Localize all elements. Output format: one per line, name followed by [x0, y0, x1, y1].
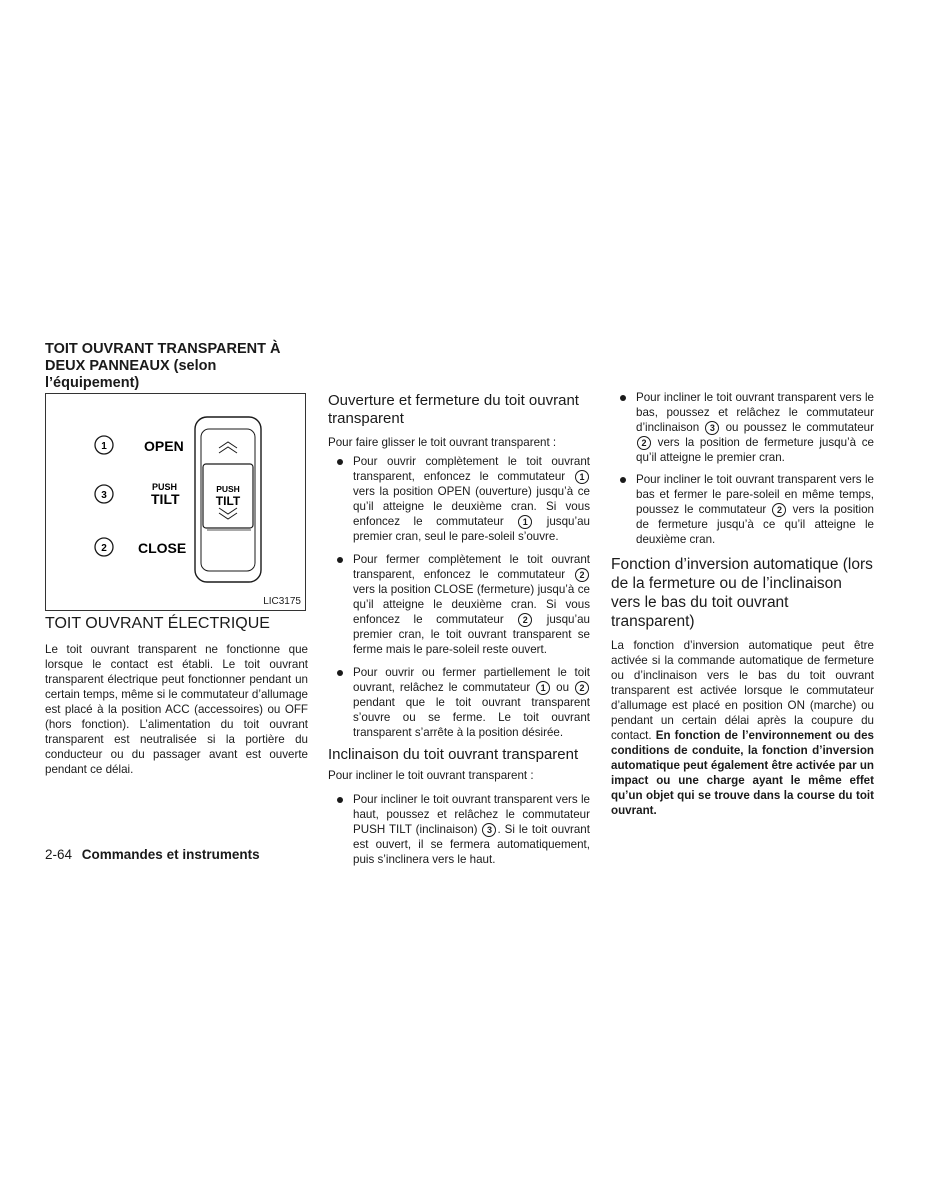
label-close: CLOSE [138, 540, 187, 556]
open-close-title: Ouverture et fermeture du toit ouvrant transparent [328, 392, 579, 427]
label-push: PUSH [152, 482, 178, 492]
tilt-title: Inclinaison du toit ouvrant transparent [328, 746, 579, 763]
column-1 [45, 614, 308, 777]
switch-number-3: 3 [705, 421, 719, 435]
switch-number-1: 1 [536, 681, 550, 695]
switch-number-1: 1 [518, 515, 532, 529]
tilt-down-list [611, 390, 874, 547]
label-open: OPEN [144, 438, 184, 454]
list-item: Pour ouvrir ou fermer partiellement le toit ouvrant, relâchez le commutateur 1 ou 2 pendant que le toit ouvrant transparent s’ouvre ou se ferme. Le toit ouvrant transparent s’arrête à la position désirée. [328, 665, 590, 740]
section-name: Commandes et instruments [81, 847, 260, 862]
open-close-list [328, 454, 590, 740]
switch-number-1: 1 [575, 470, 589, 484]
list-item: Pour incliner le toit ouvrant transparent vers le bas, poussez et relâchez le commutateur d’inclinaison 3 ou poussez le commutateur 2 vers la position de fermeture jusqu’à ce qu’il atteigne le premier cran. [611, 390, 874, 465]
column-3 [611, 390, 874, 818]
list-item: Pour incliner le toit ouvrant transparent vers le bas et fermer le pare-soleil en même temps, poussez le commutateur 2 vers la position de fermeture jusqu’à ce qu’il atteigne le deuxième cran. [611, 472, 874, 547]
switch-number-2: 2 [637, 436, 651, 450]
electric-sunroof-body: Le toit ouvrant transparent ne fonctionne que lorsque le contact est établi. Le toit ouvrant transparent électrique peut fonctionner pendant un certain temps, même si le commutateur d’allumage est placé à la position ACC (accessoires) ou OFF (hors fonction). L’alimentation du toit ouvrant transparent est neutralisée si la portière du conducteur ou du passager avant est ouverte pendant ce délai. [45, 643, 308, 776]
switch-number-3: 3 [482, 823, 496, 837]
electric-sunroof-title: TOIT OUVRANT ÉLECTRIQUE [45, 615, 270, 632]
number-3: 3 [101, 490, 107, 501]
heading-line-2: DEUX PANNEAUX (selon [45, 358, 217, 374]
sunroof-switch-figure [45, 393, 306, 611]
switch-number-2: 2 [518, 613, 532, 627]
section-heading [45, 341, 308, 392]
tilt-list [328, 792, 590, 867]
switch-diagram [46, 394, 305, 610]
switch-number-2: 2 [772, 503, 786, 517]
tilt-intro: Pour incliner le toit ouvrant transparent : [328, 769, 534, 782]
column-2 [328, 392, 590, 867]
open-close-intro: Pour faire glisser le toit ouvrant transparent : [328, 436, 557, 449]
list-item: Pour fermer complètement le toit ouvrant transparent, enfoncez le commutateur 2 vers la position CLOSE (fermeture) jusqu’à ce qu’il atteigne le deuxième cran. Si vous enfoncez le commutateur 2 jusqu’au premier cran, le toit ouvrant transparent se ferme mais le pare-soleil reste ouvert. [328, 552, 590, 657]
label-tilt: TILT [151, 491, 180, 507]
button-label-push: PUSH [216, 484, 240, 494]
button-label-tilt: TILT [215, 494, 241, 508]
switch-number-2: 2 [575, 568, 589, 582]
heading-line-1: TOIT OUVRANT TRANSPARENT À [45, 341, 281, 357]
auto-reverse-warning: En fonction de l’environnement ou des conditions de conduite, la fonction d’inversion automatique peut également être activée par un impact ou une charge ayant le même effet qu’un objet qui se trouve dans la course du toit ouvrant. [611, 729, 874, 817]
switch-number-2: 2 [575, 681, 589, 695]
auto-reverse-body: La fonction d’inversion automatique peut être activée si la commande automatique de fermeture ou d’inclinaison vers le bas du toit ouvrant transparent est activée lorsque le commutateur d’allumage est placé en position ON (marche) ou pendant un certain délai après la coupure du contact. En fonction de l’environnement ou des conditions de conduite, la fonction d’inversion automatique peut également être activée par un impact ou une charge ayant le même effet qu’un objet qui se trouve dans la course du toit ouvrant. [611, 639, 874, 817]
list-item: Pour ouvrir complètement le toit ouvrant transparent, enfoncez le commutateur 1 vers la position OPEN (ouverture) jusqu’à ce qu’il atteigne le deuxième cran. Si vous enfoncez le commutateur 1 jusqu’au premier cran, seul le pare-soleil s’ouvre. [328, 454, 590, 544]
page-number: 2-64 [45, 847, 73, 862]
number-1: 1 [101, 441, 107, 452]
auto-reverse-title: Fonction d’inversion automatique (lors de la fermeture ou de l’inclinaison vers le bas du toit ouvrant transparent) [611, 556, 873, 630]
number-2: 2 [101, 543, 107, 554]
heading-line-3: l’équipement) [45, 375, 140, 391]
figure-code: LIC3175 [263, 596, 301, 607]
page-footer [45, 847, 260, 862]
list-item: Pour incliner le toit ouvrant transparent vers le haut, poussez et relâchez le commutateur PUSH TILT (inclinaison) 3 . Si le toit ouvrant est ouvert, il se fermera automatiquement, puis s’inclinera vers le haut. [328, 792, 590, 867]
